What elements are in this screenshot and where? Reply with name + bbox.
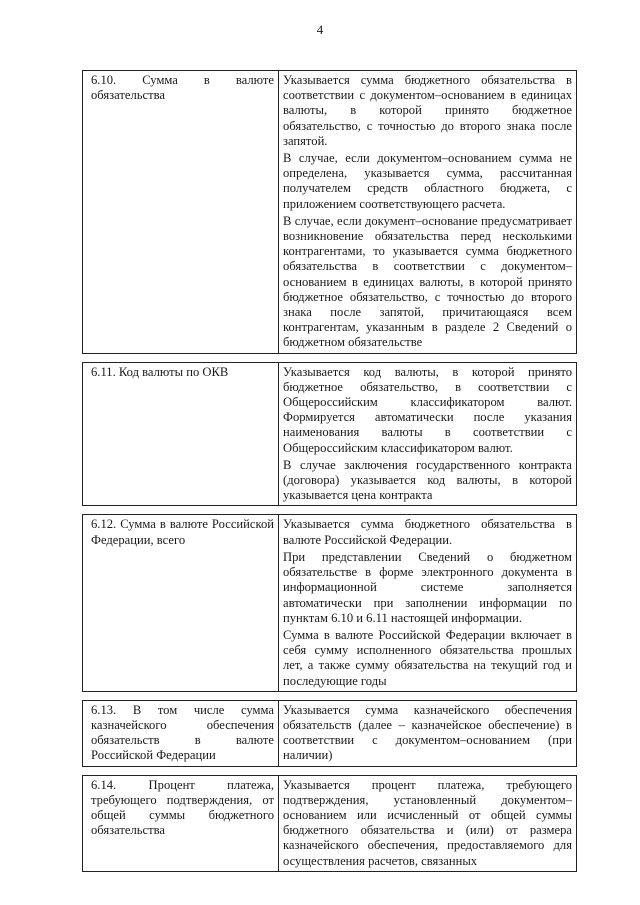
description-cell bbox=[279, 515, 577, 691]
page-number: 4 bbox=[316, 22, 324, 37]
table-row bbox=[83, 775, 577, 871]
description-paragraph: Указывается сумма бюджетного обязательства в соответствии с документом–основанием в единицах валюты, в которой принято бюджетное обязательство, с точностью до второго знака после запятой. bbox=[283, 73, 572, 148]
table-row bbox=[83, 700, 577, 766]
description-cell bbox=[279, 700, 577, 766]
field-name-cell: 6.10. Сумма в валюте обязательства bbox=[83, 71, 279, 354]
description-paragraph: В случае заключения государственного контракта (договора) указывается код валюты, в которой указывается цена контракта bbox=[283, 457, 572, 503]
description-paragraph: При представлении Сведений о бюджетном обязательстве в форме электронного документа в информационной системе заполняется автоматически при заполнении информации по пунктам 6.10 и 6.11 настоящей информации. bbox=[283, 549, 572, 625]
description-paragraph: Указывается сумма бюджетного обязательства в валюте Российской Федерации. bbox=[283, 517, 572, 547]
description-paragraph: В случае, если документ–основание предусматривает возникновение обязательства перед несколькими контрагентами, то указывается сумма бюджетного обязательства в соответствии с документом–основанием в единицах валюты, в которой принято бюджетное обязательство, с точностью до второго знака после запятой, причитающаяся всем контрагентам, указанным в разделе 2 Сведений о бюджетном обязательстве bbox=[283, 213, 572, 350]
row-gap bbox=[83, 506, 577, 515]
description-cell bbox=[279, 362, 577, 506]
table-row bbox=[83, 362, 577, 506]
field-name-cell: 6.11. Код валюты по ОКВ bbox=[83, 362, 279, 506]
description-paragraph: Указывается код валюты, в которой принято бюджетное обязательство, в соответствии с Общероссийским классификатором валют. Формируется автоматически после указания наименования валюты в соответствии с Общероссийским классификатором валют. bbox=[283, 364, 572, 455]
field-name-cell: 6.12. Сумма в валюте Российской Федерации, всего bbox=[83, 515, 279, 691]
table-row bbox=[83, 71, 577, 354]
description-cell bbox=[279, 775, 577, 871]
description-cell bbox=[279, 71, 577, 354]
description-paragraph: Сумма в валюте Российской Федерации включает в себя сумму исполненного обязательства прошлых лет, а также сумму обязательства на текущий год и последующие годы bbox=[283, 627, 572, 688]
field-name-cell: 6.13. В том числе сумма казначейского обеспечения обязательств в валюте Российской Федерации bbox=[83, 700, 279, 766]
description-paragraph: Указывается сумма казначейского обеспечения обязательств (далее – казначейское обеспечение) в соответствии с документом–основанием (при наличии) bbox=[283, 702, 572, 763]
table-row bbox=[83, 515, 577, 691]
row-gap bbox=[83, 691, 577, 700]
description-paragraph: Указывается процент платежа, требующего подтверждения, установленный документом–основанием или исчисленный от общей суммы бюджетного обязательства и (или) от размера казначейского обеспечения, предоставляемого для осуществления расчетов, связанных bbox=[283, 777, 572, 868]
row-gap bbox=[83, 766, 577, 775]
row-gap bbox=[83, 353, 577, 362]
description-paragraph: В случае, если документом–основанием сумма не определена, указывается сумма, рассчитанная получателем средств областного бюджета, с приложением соответствующего расчета. bbox=[283, 151, 572, 211]
document-table bbox=[82, 70, 577, 872]
field-name-cell: 6.14. Процент платежа, требующего подтверждения, от общей суммы бюджетного обязательства bbox=[83, 775, 279, 871]
